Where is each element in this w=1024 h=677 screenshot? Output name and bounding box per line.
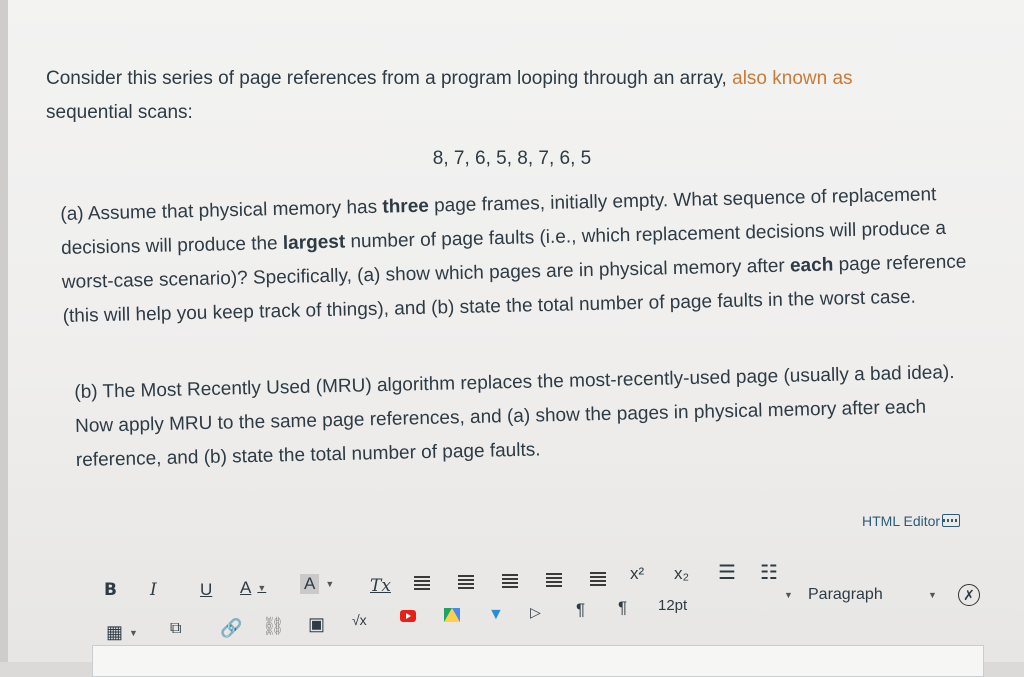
background-color-button[interactable] xyxy=(300,574,334,594)
window-edge xyxy=(0,0,8,662)
vimeo-icon: ▼ xyxy=(488,606,504,623)
align-center-icon xyxy=(458,575,474,589)
part-a-bold-three: three xyxy=(382,195,430,218)
image-icon: ▣ xyxy=(308,614,326,634)
table-button[interactable] xyxy=(106,622,138,643)
chevron-down-icon: ▼ xyxy=(257,583,267,593)
align-left-icon xyxy=(414,576,430,590)
answer-text-area[interactable] xyxy=(92,645,984,677)
superscript-button[interactable]: x² xyxy=(630,564,645,583)
rich-text-toolbar xyxy=(100,560,1000,650)
intro-highlight: also known as xyxy=(732,68,853,89)
outdent-icon xyxy=(590,572,606,586)
bold-button[interactable]: B xyxy=(104,580,117,600)
intro-text: Consider this series of page references from a program looping through an array, xyxy=(46,68,733,89)
google-drive-button[interactable] xyxy=(444,608,460,622)
numbered-list-icon: ☷ xyxy=(760,562,778,584)
page-reference-sequence: 8, 7, 6, 5, 8, 7, 6, 5 xyxy=(432,148,592,169)
outdent-button[interactable] xyxy=(590,572,606,586)
part-a-text-3: number of page faults (i.e., which replacement decisions will produce a worst-case scenario)? Specifically, (a) show which pages are in physical memory after xyxy=(61,217,947,293)
paragraph-dropdown-arrow[interactable] xyxy=(928,590,937,600)
film-icon: ⧉ xyxy=(170,620,182,637)
italic-button[interactable]: I xyxy=(150,580,157,600)
table-icon: ▦ xyxy=(106,622,124,642)
question-part-b: (b) The Most Recently Used (MRU) algorithm replaces the most-recently-used page (usually a bad idea). Now apply MRU to the same page references, and (a) show the pages in physical memory after each reference, and (b) state the total number of page faults. xyxy=(74,362,955,471)
chevron-down-icon: ▼ xyxy=(928,590,937,600)
html-editor-label: HTML Editor xyxy=(862,513,941,529)
subscript-button[interactable]: x₂ xyxy=(674,564,690,583)
image-button[interactable] xyxy=(308,614,325,635)
keyboard-icon xyxy=(942,514,960,527)
font-color-button[interactable] xyxy=(240,578,266,598)
media-button[interactable] xyxy=(170,620,181,638)
google-drive-icon xyxy=(444,608,460,622)
align-right-icon xyxy=(502,574,518,588)
youtube-button[interactable] xyxy=(400,610,416,622)
embed-media-button[interactable] xyxy=(530,604,541,621)
part-a-bold-largest: largest xyxy=(282,231,346,254)
indent-icon xyxy=(546,573,562,587)
paragraph-format-select[interactable]: Paragraph xyxy=(808,586,883,603)
vimeo-button[interactable] xyxy=(488,606,504,624)
part-a-bold-each: each xyxy=(789,254,834,277)
link-icon: 🔗 xyxy=(220,618,243,638)
bulleted-list-icon: ☰ xyxy=(718,562,736,584)
link-button[interactable] xyxy=(220,618,242,639)
indent-button[interactable] xyxy=(546,573,562,587)
align-left-button[interactable] xyxy=(414,576,430,590)
font-size-dropdown-arrow[interactable] xyxy=(784,590,793,600)
part-a-text-2: page frames, initially empty. What sequence of replacement decisions will produce the xyxy=(60,184,937,259)
underline-button[interactable]: U xyxy=(200,580,213,599)
part-a-text-4: page reference (this will help you keep track of things), and (b) state the total number of page faults in the worst case. xyxy=(62,251,967,327)
align-right-button[interactable] xyxy=(502,574,518,588)
font-size-select[interactable]: 12pt xyxy=(658,597,688,614)
ltr-button[interactable] xyxy=(576,600,585,620)
question-intro xyxy=(46,62,976,130)
align-center-button[interactable] xyxy=(458,575,474,589)
ltr-label: ¶ xyxy=(576,600,586,619)
chevron-down-icon: ▼ xyxy=(784,590,793,600)
background-color-label: A xyxy=(300,574,319,594)
accessibility-icon: ✗ xyxy=(963,587,975,603)
youtube-icon xyxy=(400,610,416,622)
rtl-button[interactable] xyxy=(618,598,627,618)
math-equation-button[interactable]: √x xyxy=(352,612,367,628)
play-box-icon: ▷ xyxy=(530,604,541,620)
intro-text-2: sequential scans: xyxy=(46,102,193,123)
html-editor-link[interactable] xyxy=(862,513,960,529)
unlink-button[interactable] xyxy=(262,616,285,637)
rtl-label: ¶ xyxy=(618,598,628,617)
question-part-a xyxy=(60,177,983,334)
unlink-icon: ⛓ xyxy=(262,616,285,636)
clear-formatting-button[interactable]: Tx xyxy=(370,576,391,596)
font-color-label: A xyxy=(240,578,252,597)
bulleted-list-button[interactable] xyxy=(718,560,736,585)
numbered-list-button[interactable] xyxy=(760,560,778,585)
chevron-down-icon: ▼ xyxy=(325,579,335,589)
chevron-down-icon: ▼ xyxy=(129,627,138,638)
part-a-text-1: (a) Assume that physical memory has xyxy=(60,196,383,225)
accessibility-checker-button[interactable] xyxy=(958,584,980,606)
